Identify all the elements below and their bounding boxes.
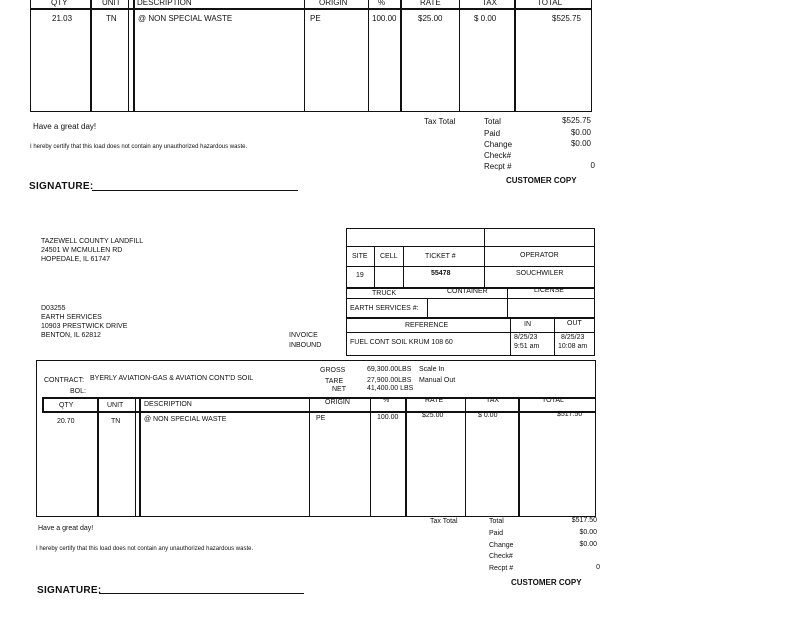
customer-copy-label: CUSTOMER COPY (511, 578, 582, 587)
customer-city: BENTON, IL 62812 (41, 332, 101, 339)
col-pct-header: % (383, 397, 390, 404)
paid-value: $0.00 (570, 128, 591, 137)
paid-label: Paid (489, 530, 504, 537)
signature-line (92, 190, 298, 191)
bol-label: BOL: (70, 388, 86, 395)
greeting: Have a great day! (33, 122, 97, 131)
site-name: TAZEWELL COUNTY LANDFILL (41, 238, 144, 245)
truck-value: EARTH SERVICES #: (350, 305, 419, 312)
net-label: NET (332, 386, 346, 393)
tare-note: Manual Out (419, 377, 456, 384)
reference-label: REFERENCE (405, 322, 449, 329)
row-pct: 100.00 (372, 14, 397, 23)
recpt-value: 0 (596, 564, 600, 571)
col-tax-header: TAX (482, 0, 497, 7)
certify-statement: I hereby certify that this load does not contain any unauthorized hazardous waste. (30, 144, 248, 150)
change-value: $0.00 (570, 139, 591, 148)
change-label: Change (489, 542, 514, 549)
signature-label: SIGNATURE: (37, 585, 102, 596)
tax-total-label: Tax Total (424, 117, 456, 126)
invoice-label: INVOICE (289, 332, 318, 339)
tare-value: 27,900.00LBS (367, 377, 412, 384)
col-total-header: TOTAL (542, 397, 564, 404)
col-qty-header: QTY (51, 0, 68, 7)
row-rate: $25.00 (418, 14, 443, 23)
gross-note: Scale In (419, 366, 445, 373)
paid-value: $0.00 (579, 529, 597, 536)
row-description: @ NON SPECIAL WASTE (144, 416, 227, 423)
col-qty-header: QTY (59, 402, 74, 409)
col-unit-header: UNIT (102, 0, 121, 7)
row-tax: $ 0.00 (474, 14, 497, 23)
paid-label: Paid (484, 129, 501, 138)
col-rate-header: RATE (425, 397, 444, 404)
tare-label: TARE (325, 378, 344, 385)
row-rate: $25.00 (422, 412, 444, 419)
col-description-header: DESCRIPTION (137, 0, 192, 7)
col-pct-header: % (378, 0, 386, 7)
contract-label: CONTRACT: (44, 377, 85, 384)
bottom-line-items-box (36, 360, 596, 517)
change-value: $0.00 (579, 541, 597, 548)
in-time: 9:51 am (514, 343, 540, 350)
total-value: $517.50 (571, 517, 597, 524)
site-label: SITE (352, 253, 368, 260)
signature-line (99, 593, 304, 594)
out-label: OUT (567, 320, 582, 327)
total-value: $525.75 (562, 116, 591, 125)
out-time: 10:08 am (558, 343, 588, 350)
ticket-label: TICKET # (425, 253, 456, 260)
col-unit-header: UNIT (107, 402, 124, 409)
cell-label: CELL (380, 253, 398, 260)
site-city: HOPEDALE, IL 61747 (41, 256, 111, 263)
row-total: $525.75 (552, 14, 581, 23)
col-total-header: TOTAL (537, 0, 563, 7)
col-description-header: DESCRIPTION (144, 401, 192, 408)
customer-id: D03255 (41, 305, 66, 312)
col-origin-header: ORIGIN (325, 399, 350, 406)
net-value: 41,400.00 LBS (367, 385, 414, 392)
site-value: 19 (356, 272, 364, 279)
in-label: IN (524, 321, 531, 328)
row-unit: TN (106, 14, 117, 23)
row-qty: 20.70 (57, 418, 75, 425)
certify-statement: I hereby certify that this load does not contain any unauthorized hazardous waste. (36, 546, 254, 552)
check-label: Check# (489, 553, 513, 560)
row-pct: 100.00 (377, 414, 399, 421)
in-date: 8/25/23 (514, 334, 538, 341)
row-description: @ NON SPECIAL WASTE (138, 14, 233, 23)
tax-total-label: Tax Total (430, 518, 458, 525)
customer-name: EARTH SERVICES (41, 314, 102, 321)
truck-label: TRUCK (372, 290, 397, 297)
out-date: 8/25/23 (561, 334, 585, 341)
total-label: Total (484, 117, 501, 126)
recpt-label: Recpt # (489, 565, 514, 572)
col-origin-header: ORIGIN (319, 0, 348, 7)
site-street: 24501 W MCMULLEN RD (41, 247, 123, 254)
signature-label: SIGNATURE: (29, 181, 94, 192)
container-label: CONTAINER (447, 288, 488, 295)
greeting: Have a great day! (38, 525, 94, 532)
customer-copy-label: CUSTOMER COPY (506, 176, 577, 185)
customer-street: 10903 PRESTWICK DRIVE (41, 323, 128, 330)
gross-label: GROSS (320, 367, 346, 374)
total-label: Total (489, 518, 504, 525)
operator-label: OPERATOR (520, 252, 559, 259)
row-total: $517.50 (557, 411, 583, 418)
change-label: Change (484, 140, 513, 149)
row-origin: PE (316, 415, 326, 422)
row-qty: 21.03 (52, 14, 73, 23)
top-header-divider (30, 8, 592, 10)
license-label: LICENSE (534, 287, 564, 294)
gross-value: 69,300.00LBS (367, 366, 412, 373)
row-origin: PE (310, 14, 321, 23)
row-tax: $ 0.00 (478, 412, 498, 419)
inbound-label: INBOUND (289, 342, 322, 349)
col-rate-header: RATE (420, 0, 441, 7)
recpt-label: Recpt # (484, 162, 512, 171)
row-unit: TN (111, 418, 121, 425)
ticket-number: 55478 (431, 270, 451, 277)
operator-name: SOUCHWILER (516, 270, 564, 277)
contract-value: BYERLY AVIATION-GAS & AVIATION CONT'D SOIL (90, 375, 254, 382)
check-label: Check# (484, 151, 512, 160)
recpt-value: 0 (590, 161, 595, 170)
col-tax-header: TAX (486, 397, 500, 404)
reference-value: FUEL CONT SOIL KRUM 108 60 (350, 339, 453, 346)
